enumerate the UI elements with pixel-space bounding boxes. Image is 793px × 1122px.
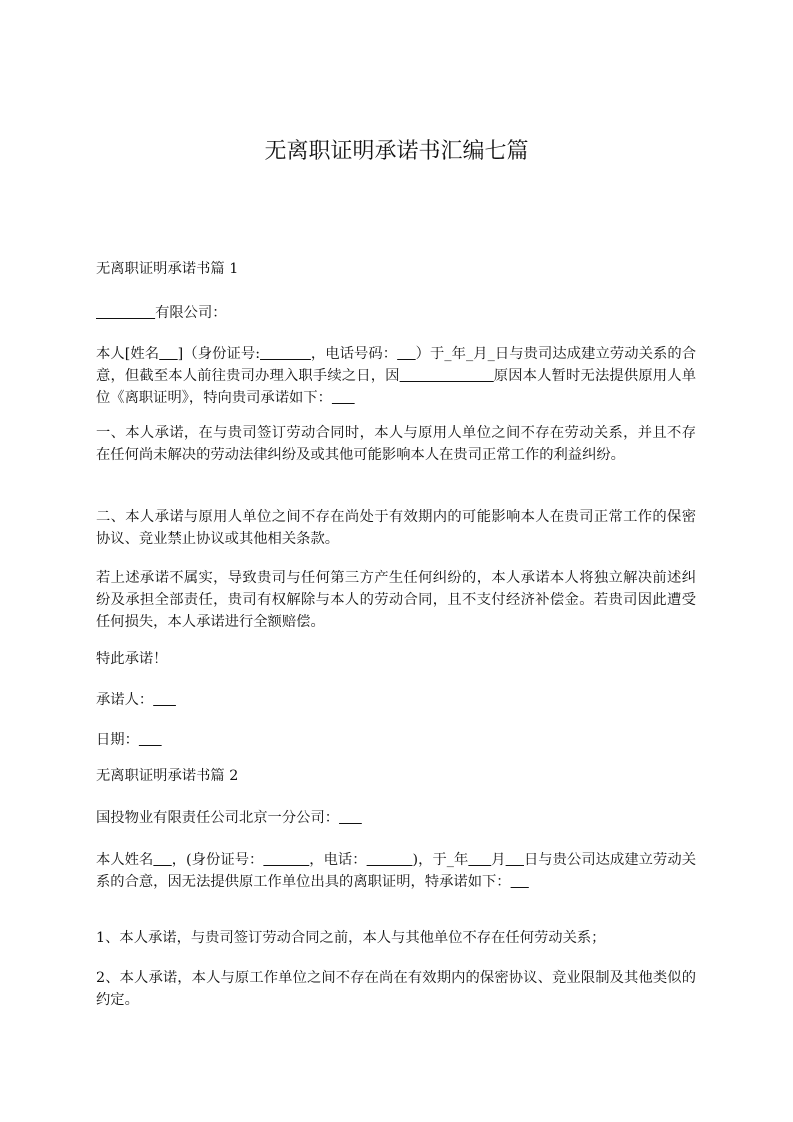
signer-label: 承诺人：	[96, 692, 154, 708]
section-1-salutation	[96, 302, 696, 324]
reason-blank	[400, 368, 494, 384]
company-name-blank	[96, 305, 155, 321]
day-blank	[506, 852, 524, 868]
text-run: ，(身份证号：	[171, 852, 264, 868]
trailing-blank	[511, 874, 529, 890]
date-blank	[139, 732, 162, 748]
text-run: 原因本人暂时无法提供原用人单位《离职证明》，特向贵司承诺如下：	[96, 368, 697, 406]
salutation-text: 有限公司：	[155, 305, 227, 321]
section-1-paragraph-4: 若上述承诺不属实，导致贵司与任何第三方产生任何纠纷的，本人承诺本人将独立解决前述纠纷及承担全部责任，贵司有权解除与本人的劳动合同，且不支付经济补偿金。若贵司因此遭受任何损失，本人承诺进行全额赔偿。	[96, 570, 696, 630]
salutation-text: 国投物业有限责任公司北京一分公司：	[96, 810, 340, 826]
section-2-heading: 无离职证明承诺书篇 2	[96, 768, 239, 784]
text-run: 月	[491, 852, 506, 868]
text-run: 本人姓名	[96, 852, 154, 868]
text-run: 本人[姓名	[96, 346, 160, 362]
text-run: ]（身份证号:	[177, 346, 261, 362]
trailing-blank	[332, 390, 355, 406]
section-1-paragraph-1	[96, 343, 696, 409]
text-run: )，于_年	[412, 852, 469, 868]
month-blank	[468, 852, 491, 868]
text-run: ）于_年_月_日与贵司达成建立劳动关系的合意，但截至本人前往贵司办理入职手续之日，因	[96, 346, 697, 384]
section-2-salutation	[96, 807, 696, 829]
date-line	[96, 729, 696, 751]
phone-blank	[367, 852, 413, 868]
section-1-heading: 无离职证明承诺书篇 1	[96, 261, 239, 277]
signer-blank	[153, 692, 176, 708]
id-number-blank	[263, 852, 309, 868]
id-number-blank	[260, 346, 311, 362]
section-2-paragraph-1	[96, 849, 696, 893]
signer-line	[96, 689, 696, 711]
salutation-blank	[339, 810, 362, 826]
section-2-paragraph-2: 1、本人承诺，与贵司签订劳动合同之前，本人与其他单位不存在任何劳动关系；	[96, 930, 606, 946]
section-2-paragraph-3: 2、本人承诺，本人与原工作单位之间不存在尚在有效期内的保密协议、竞业限制及其他类似的约定。	[96, 970, 696, 1008]
text-run: 日与贵公司达成建立劳动关系的合意，因无法提供原工作单位出具的离职证明，特承诺如下：	[96, 852, 696, 890]
section-1-paragraph-2: 一、本人承诺，在与贵司签订劳动合同时，本人与原用人单位之间不存在劳动关系，并且不存在任何尚未解决的劳动法律纠纷及或其他可能影响本人在贵司正常工作的利益纠纷。	[96, 425, 696, 463]
text-run: ，电话号码：	[310, 346, 398, 362]
document-title: 无离职证明承诺书汇编七篇	[264, 139, 529, 164]
text-run: ，电话：	[309, 852, 367, 868]
section-1-paragraph-3: 二、本人承诺与原用人单位之间不存在尚处于有效期内的可能影响本人在贵司正常工作的保密协议、竞业禁止协议或其他相关条款。	[96, 509, 696, 547]
phone-blank	[397, 346, 416, 362]
section-1-closing: 特此承诺！	[96, 651, 168, 667]
name-blank	[159, 346, 178, 362]
date-label: 日期：	[96, 732, 139, 748]
name-blank	[153, 852, 171, 868]
